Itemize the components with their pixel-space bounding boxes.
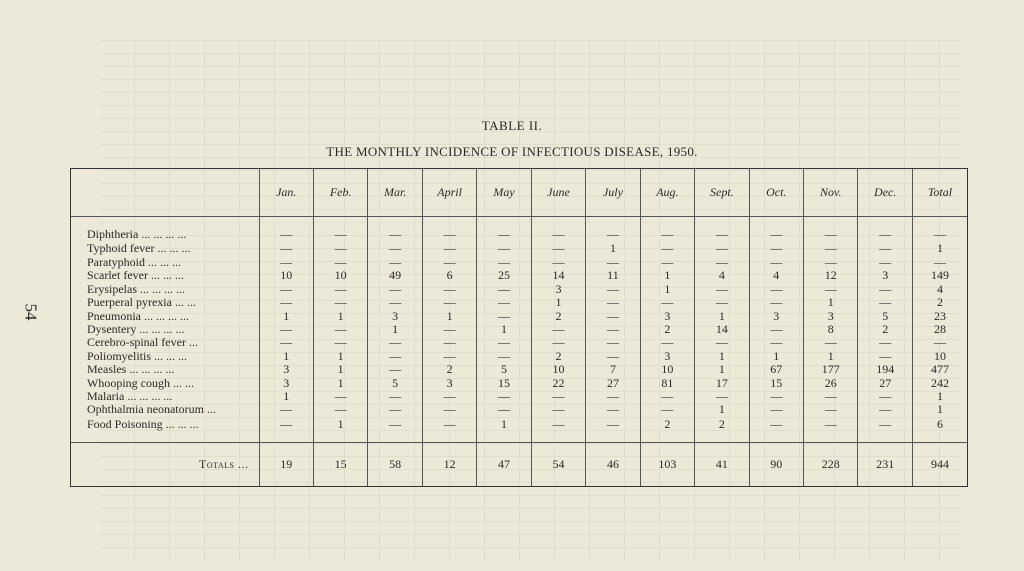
count-cell: 10 (531, 363, 585, 376)
column-header: Sept. (695, 169, 749, 217)
count-cell: — (586, 336, 640, 349)
count-cell: 23 (912, 309, 967, 322)
disease-name: Poliomyelitis ... ... ... (87, 349, 188, 363)
count-cell: — (695, 390, 749, 403)
count-cell: — (531, 417, 585, 443)
count-cell: 1 (912, 390, 967, 403)
disease-name: Ophthalmia neonatorum ... (87, 403, 216, 417)
count-cell: 2 (422, 363, 476, 376)
column-header: Dec. (858, 169, 912, 217)
totals-row (71, 443, 967, 487)
count-cell: 67 (749, 363, 803, 376)
count-cell: — (368, 296, 422, 309)
count-cell: 22 (531, 376, 585, 389)
count-cell: — (422, 283, 476, 296)
table-body (71, 217, 967, 443)
incidence-table-frame (70, 168, 968, 487)
count-cell: — (640, 256, 694, 269)
count-cell: — (858, 336, 912, 349)
totals-cell: 58 (368, 443, 422, 487)
count-cell: 242 (912, 376, 967, 389)
count-cell: 14 (695, 323, 749, 336)
count-cell: 5 (368, 376, 422, 389)
count-cell: — (422, 323, 476, 336)
count-cell: — (858, 403, 912, 416)
count-cell: — (259, 323, 313, 336)
disease-name: Whooping cough ... ... (87, 376, 194, 390)
count-cell: — (313, 336, 367, 349)
count-cell: — (749, 323, 803, 336)
count-cell: 49 (368, 269, 422, 282)
count-cell: — (858, 283, 912, 296)
count-cell: 1 (313, 417, 367, 443)
count-cell: — (313, 283, 367, 296)
count-cell: 2 (695, 417, 749, 443)
totals-cell: 15 (313, 443, 367, 487)
table-subtitle: THE MONTHLY INCIDENCE OF INFECTIOUS DISEASE, 1950. (326, 144, 698, 159)
count-cell: — (858, 256, 912, 269)
count-cell: — (368, 242, 422, 255)
column-header: Nov. (804, 169, 858, 217)
count-cell: — (259, 283, 313, 296)
column-header: Oct. (749, 169, 803, 217)
count-cell: — (586, 403, 640, 416)
count-cell: — (477, 217, 531, 243)
disease-name: Paratyphoid ... ... ... (87, 255, 181, 269)
count-cell: 1 (313, 376, 367, 389)
count-cell: 1 (804, 350, 858, 363)
count-cell: — (804, 217, 858, 243)
column-header: May (477, 169, 531, 217)
count-cell: — (586, 217, 640, 243)
count-cell: — (313, 390, 367, 403)
count-cell: — (695, 336, 749, 349)
count-cell: — (368, 283, 422, 296)
count-cell: — (368, 390, 422, 403)
count-cell: 25 (477, 269, 531, 282)
disease-name: Measles ... ... ... ... (87, 362, 175, 377)
count-cell: 1 (313, 363, 367, 376)
count-cell: — (749, 283, 803, 296)
count-cell: 1 (422, 309, 476, 322)
incidence-table (71, 169, 967, 486)
count-cell: 2 (640, 417, 694, 443)
count-cell: 26 (804, 376, 858, 389)
totals-cell: 12 (422, 443, 476, 487)
count-cell: — (640, 217, 694, 243)
table-row (71, 269, 967, 282)
totals-cell: 228 (804, 443, 858, 487)
count-cell: — (586, 296, 640, 309)
column-header (71, 169, 259, 217)
count-cell: — (477, 256, 531, 269)
count-cell: — (531, 323, 585, 336)
table-row (71, 336, 967, 349)
count-cell: — (422, 417, 476, 443)
table-row (71, 390, 967, 403)
count-cell: — (749, 242, 803, 255)
count-cell: — (749, 390, 803, 403)
count-cell: — (368, 417, 422, 443)
count-cell: — (640, 296, 694, 309)
count-cell: 149 (912, 269, 967, 282)
count-cell: 11 (586, 269, 640, 282)
count-cell: 3 (749, 309, 803, 322)
column-header: Total (912, 169, 967, 217)
count-cell: 27 (858, 376, 912, 389)
count-cell: — (858, 296, 912, 309)
count-cell: — (313, 323, 367, 336)
count-cell: 15 (749, 376, 803, 389)
table-row (71, 363, 967, 376)
count-cell: — (422, 350, 476, 363)
count-cell: — (422, 256, 476, 269)
count-cell: — (749, 403, 803, 416)
count-cell: — (695, 217, 749, 243)
table-row (71, 283, 967, 296)
table-row (71, 217, 967, 243)
column-header: July (586, 169, 640, 217)
count-cell: 2 (531, 350, 585, 363)
count-cell: — (804, 390, 858, 403)
column-header: Mar. (368, 169, 422, 217)
totals-cell: 90 (749, 443, 803, 487)
table-row (71, 350, 967, 363)
count-cell: — (259, 296, 313, 309)
count-cell: — (531, 403, 585, 416)
count-cell: — (640, 390, 694, 403)
count-cell: 1 (640, 283, 694, 296)
count-cell: 81 (640, 376, 694, 389)
disease-name: Malaria ... ... ... ... (87, 389, 173, 403)
count-cell: 10 (259, 269, 313, 282)
count-cell: — (368, 363, 422, 376)
count-cell: — (477, 390, 531, 403)
count-cell: — (804, 283, 858, 296)
count-cell: — (368, 256, 422, 269)
count-cell: — (586, 350, 640, 363)
count-cell: — (531, 217, 585, 243)
count-cell: — (313, 242, 367, 255)
count-cell: 177 (804, 363, 858, 376)
table-row (71, 256, 967, 269)
count-cell: — (368, 217, 422, 243)
totals-cell: 19 (259, 443, 313, 487)
count-cell: 3 (259, 363, 313, 376)
count-cell: 1 (259, 350, 313, 363)
disease-name: Dysentery ... ... ... ... (87, 322, 185, 336)
count-cell: — (368, 336, 422, 349)
count-cell: 1 (695, 309, 749, 322)
count-cell: 3 (422, 376, 476, 389)
disease-name: Puerperal pyrexia ... ... (87, 295, 196, 310)
column-header: Jan. (259, 169, 313, 217)
totals-cell: 231 (858, 443, 912, 487)
totals-cell: 47 (477, 443, 531, 487)
count-cell: 1 (640, 269, 694, 282)
count-cell: — (858, 350, 912, 363)
table-row (71, 309, 967, 322)
count-cell: 1 (695, 363, 749, 376)
count-cell: — (640, 242, 694, 255)
count-cell: 1 (749, 350, 803, 363)
count-cell: 27 (586, 376, 640, 389)
count-cell: 2 (531, 309, 585, 322)
count-cell: 7 (586, 363, 640, 376)
count-cell: — (586, 390, 640, 403)
count-cell: — (477, 242, 531, 255)
count-cell: — (313, 217, 367, 243)
count-cell: — (749, 256, 803, 269)
count-cell: 2 (640, 323, 694, 336)
count-cell: 28 (912, 323, 967, 336)
count-cell: — (586, 256, 640, 269)
count-cell: — (912, 336, 967, 349)
count-cell: — (259, 336, 313, 349)
column-header: April (422, 169, 476, 217)
count-cell: 1 (912, 242, 967, 255)
count-cell: 6 (912, 417, 967, 443)
count-cell: 1 (313, 309, 367, 322)
header-row (71, 169, 967, 217)
count-cell: 3 (531, 283, 585, 296)
column-header: Feb. (313, 169, 367, 217)
disease-name: Pneumonia ... ... ... ... (87, 309, 189, 323)
column-header: June (531, 169, 585, 217)
count-cell: 17 (695, 376, 749, 389)
count-cell: — (313, 403, 367, 416)
count-cell: 3 (368, 309, 422, 322)
totals-cell: 46 (586, 443, 640, 487)
count-cell: — (531, 390, 585, 403)
count-cell: — (695, 283, 749, 296)
count-cell: — (422, 217, 476, 243)
count-cell: 10 (912, 350, 967, 363)
count-cell: — (858, 217, 912, 243)
count-cell: — (422, 403, 476, 416)
count-cell: — (804, 417, 858, 443)
count-cell: — (368, 403, 422, 416)
count-cell: — (586, 323, 640, 336)
count-cell: 14 (531, 269, 585, 282)
count-cell: 4 (912, 283, 967, 296)
count-cell: 3 (858, 269, 912, 282)
count-cell: 3 (640, 350, 694, 363)
count-cell: 1 (586, 242, 640, 255)
count-cell: 1 (695, 403, 749, 416)
count-cell: 1 (368, 323, 422, 336)
count-cell: — (640, 336, 694, 349)
table-row (71, 417, 967, 443)
column-header: Aug. (640, 169, 694, 217)
count-cell: — (749, 336, 803, 349)
count-cell: — (749, 296, 803, 309)
count-cell: 10 (640, 363, 694, 376)
count-cell: — (422, 296, 476, 309)
disease-name: Scarlet fever ... ... ... (87, 269, 184, 283)
count-cell: — (531, 242, 585, 255)
page-number: 54 (21, 303, 41, 321)
count-cell: 5 (477, 363, 531, 376)
totals-cell: 41 (695, 443, 749, 487)
count-cell: — (477, 309, 531, 322)
disease-name: Diphtheria ... ... ... ... (87, 227, 187, 242)
count-cell: 1 (477, 417, 531, 443)
disease-name: Typhoid fever ... ... ... (87, 242, 191, 256)
count-cell: 194 (858, 363, 912, 376)
count-cell: — (695, 256, 749, 269)
table-row (71, 242, 967, 255)
totals-label: Totals ... (71, 443, 259, 487)
count-cell: — (477, 296, 531, 309)
totals-cell: 54 (531, 443, 585, 487)
count-cell: 1 (804, 296, 858, 309)
count-cell: — (804, 336, 858, 349)
count-cell: — (804, 242, 858, 255)
count-cell: — (586, 417, 640, 443)
count-cell: — (422, 242, 476, 255)
table-row (71, 323, 967, 336)
count-cell: — (259, 256, 313, 269)
count-cell: 5 (858, 309, 912, 322)
count-cell: — (640, 403, 694, 416)
count-cell: 15 (477, 376, 531, 389)
count-cell: — (858, 390, 912, 403)
table-title: TABLE II. (481, 118, 543, 133)
totals-cell: 103 (640, 443, 694, 487)
totals-cell: 944 (912, 443, 967, 487)
count-cell: — (259, 403, 313, 416)
count-cell: — (422, 390, 476, 403)
count-cell: — (422, 336, 476, 349)
count-cell: 2 (858, 323, 912, 336)
count-cell: 2 (912, 296, 967, 309)
count-cell: 1 (259, 309, 313, 322)
count-cell: — (477, 350, 531, 363)
count-cell: — (477, 336, 531, 349)
count-cell: — (749, 417, 803, 443)
count-cell: — (912, 256, 967, 269)
count-cell: — (912, 217, 967, 243)
count-cell: — (259, 217, 313, 243)
count-cell: 477 (912, 363, 967, 376)
count-cell: 1 (313, 350, 367, 363)
count-cell: — (749, 217, 803, 243)
count-cell: — (586, 309, 640, 322)
count-cell: — (368, 350, 422, 363)
table-row (71, 296, 967, 309)
count-cell: — (804, 256, 858, 269)
count-cell: 1 (912, 403, 967, 416)
disease-name: Cerebro-spinal fever ... (87, 336, 198, 350)
count-cell: 10 (313, 269, 367, 282)
count-cell: 8 (804, 323, 858, 336)
table-row (71, 376, 967, 389)
count-cell: — (531, 256, 585, 269)
count-cell: — (313, 256, 367, 269)
count-cell: — (858, 242, 912, 255)
count-cell: — (313, 296, 367, 309)
count-cell: 1 (695, 350, 749, 363)
count-cell: 4 (749, 269, 803, 282)
count-cell: 1 (531, 296, 585, 309)
disease-name: Erysipelas ... ... ... ... (87, 282, 185, 296)
count-cell: — (531, 336, 585, 349)
count-cell: 12 (804, 269, 858, 282)
count-cell: 6 (422, 269, 476, 282)
count-cell: — (259, 417, 313, 443)
disease-name: Food Poisoning ... ... ... (87, 416, 199, 431)
count-cell: 3 (640, 309, 694, 322)
count-cell: — (858, 417, 912, 443)
table-row (71, 403, 967, 416)
count-cell: — (477, 403, 531, 416)
count-cell: — (695, 242, 749, 255)
count-cell: 1 (259, 390, 313, 403)
count-cell: — (477, 283, 531, 296)
count-cell: — (259, 242, 313, 255)
count-cell: — (695, 296, 749, 309)
count-cell: — (804, 403, 858, 416)
count-cell: 4 (695, 269, 749, 282)
count-cell: 3 (804, 309, 858, 322)
count-cell: — (586, 283, 640, 296)
count-cell: 3 (259, 376, 313, 389)
count-cell: 1 (477, 323, 531, 336)
